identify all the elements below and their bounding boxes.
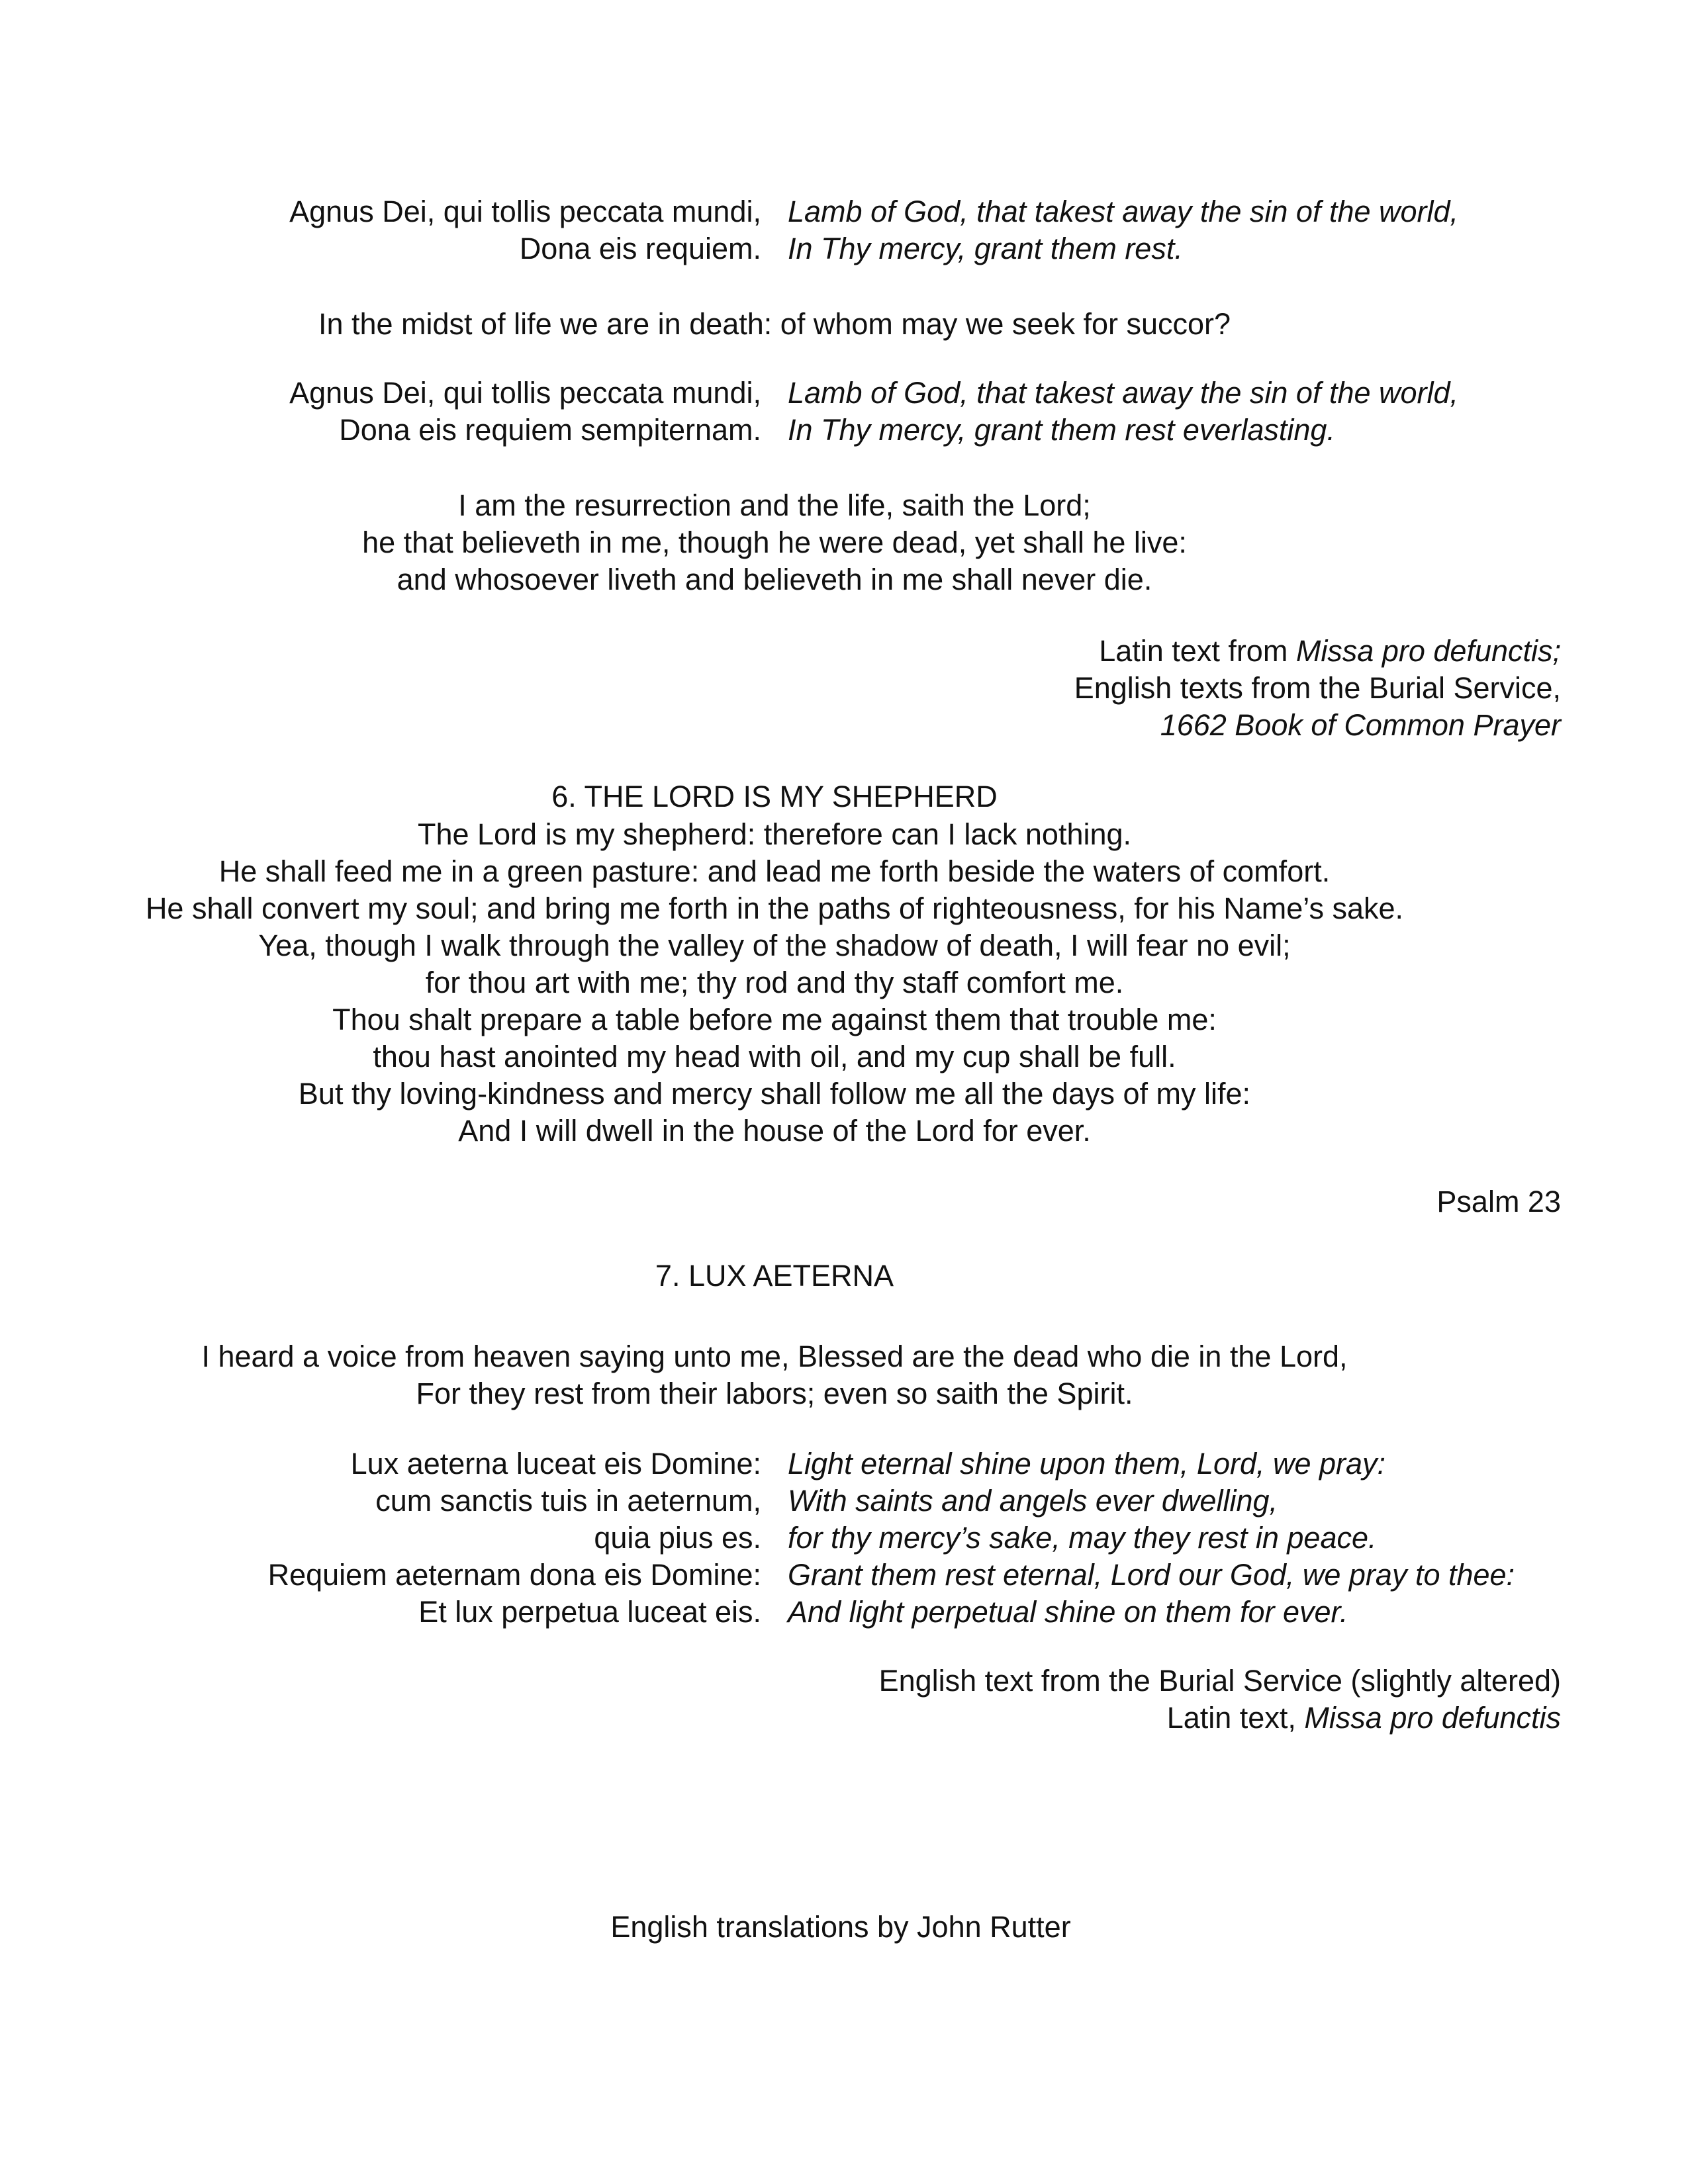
agnus-english-2 bbox=[788, 375, 1458, 449]
english-line: for thy mercy’s sake, may they rest in peace. bbox=[788, 1521, 1377, 1555]
section-7-title: 7. LUX AETERNA bbox=[655, 1259, 894, 1293]
source-attribution-2 bbox=[879, 1662, 1561, 1737]
english-line: In Thy mercy, grant them rest. bbox=[788, 232, 1183, 265]
section-6-title: 6. THE LORD IS MY SHEPHERD bbox=[551, 780, 998, 813]
psalm-source: Psalm 23 bbox=[1436, 1185, 1561, 1218]
verse-line: he that believeth in me, though he were dead, yet shall he live: bbox=[362, 525, 1187, 559]
agnus-english-1 bbox=[788, 193, 1458, 267]
psalm-line: He shall feed me in a green pasture: and lead me forth beside the waters of comfort. bbox=[218, 854, 1331, 888]
latin-line: Agnus Dei, qui tollis peccata mundi, bbox=[289, 376, 761, 410]
psalm-line: And I will dwell in the house of the Lord for ever. bbox=[458, 1114, 1091, 1148]
intro-line: For they rest from their labors; even so saith the Spirit. bbox=[416, 1377, 1133, 1410]
lux-latin bbox=[268, 1445, 761, 1631]
agnus-latin-1 bbox=[289, 193, 761, 267]
latin-line: Requiem aeternam dona eis Domine: bbox=[267, 1558, 761, 1592]
english-line: Light eternal shine upon them, Lord, we pray: bbox=[788, 1447, 1386, 1480]
latin-line: Dona eis requiem. bbox=[519, 232, 761, 265]
psalm-line: The Lord is my shepherd: therefore can I lack nothing. bbox=[417, 817, 1132, 851]
psalm-line: Thou shalt prepare a table before me against them that trouble me: bbox=[332, 1003, 1217, 1036]
psalm-line: for thou art with me; thy rod and thy staff comfort me. bbox=[425, 966, 1124, 999]
latin-line: Lux aeterna luceat eis Domine: bbox=[350, 1447, 761, 1480]
english-line: Grant them rest eternal, Lord our God, we pray to thee: bbox=[788, 1558, 1515, 1592]
intro-line: I heard a voice from heaven saying unto me, Blessed are the dead who die in the Lord, bbox=[201, 1340, 1348, 1373]
psalm-23-text bbox=[0, 816, 1549, 1150]
verse-line: I am the resurrection and the life, saith the Lord; bbox=[458, 488, 1091, 522]
lux-english bbox=[788, 1445, 1515, 1631]
resurrection-verse bbox=[0, 487, 1549, 598]
english-line: And light perpetual shine on them for ever. bbox=[788, 1595, 1348, 1629]
latin-line: quia pius es. bbox=[594, 1521, 761, 1555]
source-attribution-1 bbox=[1074, 633, 1561, 744]
english-line: With saints and angels ever dwelling, bbox=[788, 1484, 1278, 1518]
verse-line: and whosoever liveth and believeth in me shall never die. bbox=[397, 563, 1152, 596]
latin-line: Et lux perpetua luceat eis. bbox=[418, 1595, 761, 1629]
source-line: 1662 Book of Common Prayer bbox=[1160, 708, 1561, 742]
psalm-line: He shall convert my soul; and bring me forth in the paths of righteousness, for his Name’s sake. bbox=[145, 891, 1404, 925]
midst-line: In the midst of life we are in death: of whom may we seek for succor? bbox=[318, 307, 1231, 341]
source-line: English text from the Burial Service (slightly altered) bbox=[878, 1664, 1561, 1698]
psalm-line: But thy loving-kindness and mercy shall follow me all the days of my life: bbox=[298, 1077, 1251, 1111]
latin-line: Dona eis requiem sempiternam. bbox=[339, 413, 761, 447]
source-line: Latin text, Missa pro defunctis bbox=[1166, 1701, 1561, 1735]
psalm-line: thou hast anointed my head with oil, and my cup shall be full. bbox=[373, 1040, 1176, 1073]
agnus-latin-2 bbox=[289, 375, 761, 449]
english-line: Lamb of God, that takest away the sin of the world, bbox=[788, 195, 1459, 228]
translation-credit: English translations by John Rutter bbox=[610, 1910, 1071, 1944]
lux-intro bbox=[0, 1338, 1549, 1412]
english-line: In Thy mercy, grant them rest everlasting. bbox=[788, 413, 1335, 447]
latin-line: cum sanctis tuis in aeternum, bbox=[375, 1484, 761, 1518]
psalm-line: Yea, though I walk through the valley of the shadow of death, I will fear no evil; bbox=[258, 929, 1291, 962]
source-line: Latin text from Missa pro defunctis; bbox=[1099, 634, 1561, 668]
latin-line: Agnus Dei, qui tollis peccata mundi, bbox=[289, 195, 761, 228]
english-line: Lamb of God, that takest away the sin of the world, bbox=[788, 376, 1459, 410]
source-line: English texts from the Burial Service, bbox=[1074, 671, 1561, 705]
